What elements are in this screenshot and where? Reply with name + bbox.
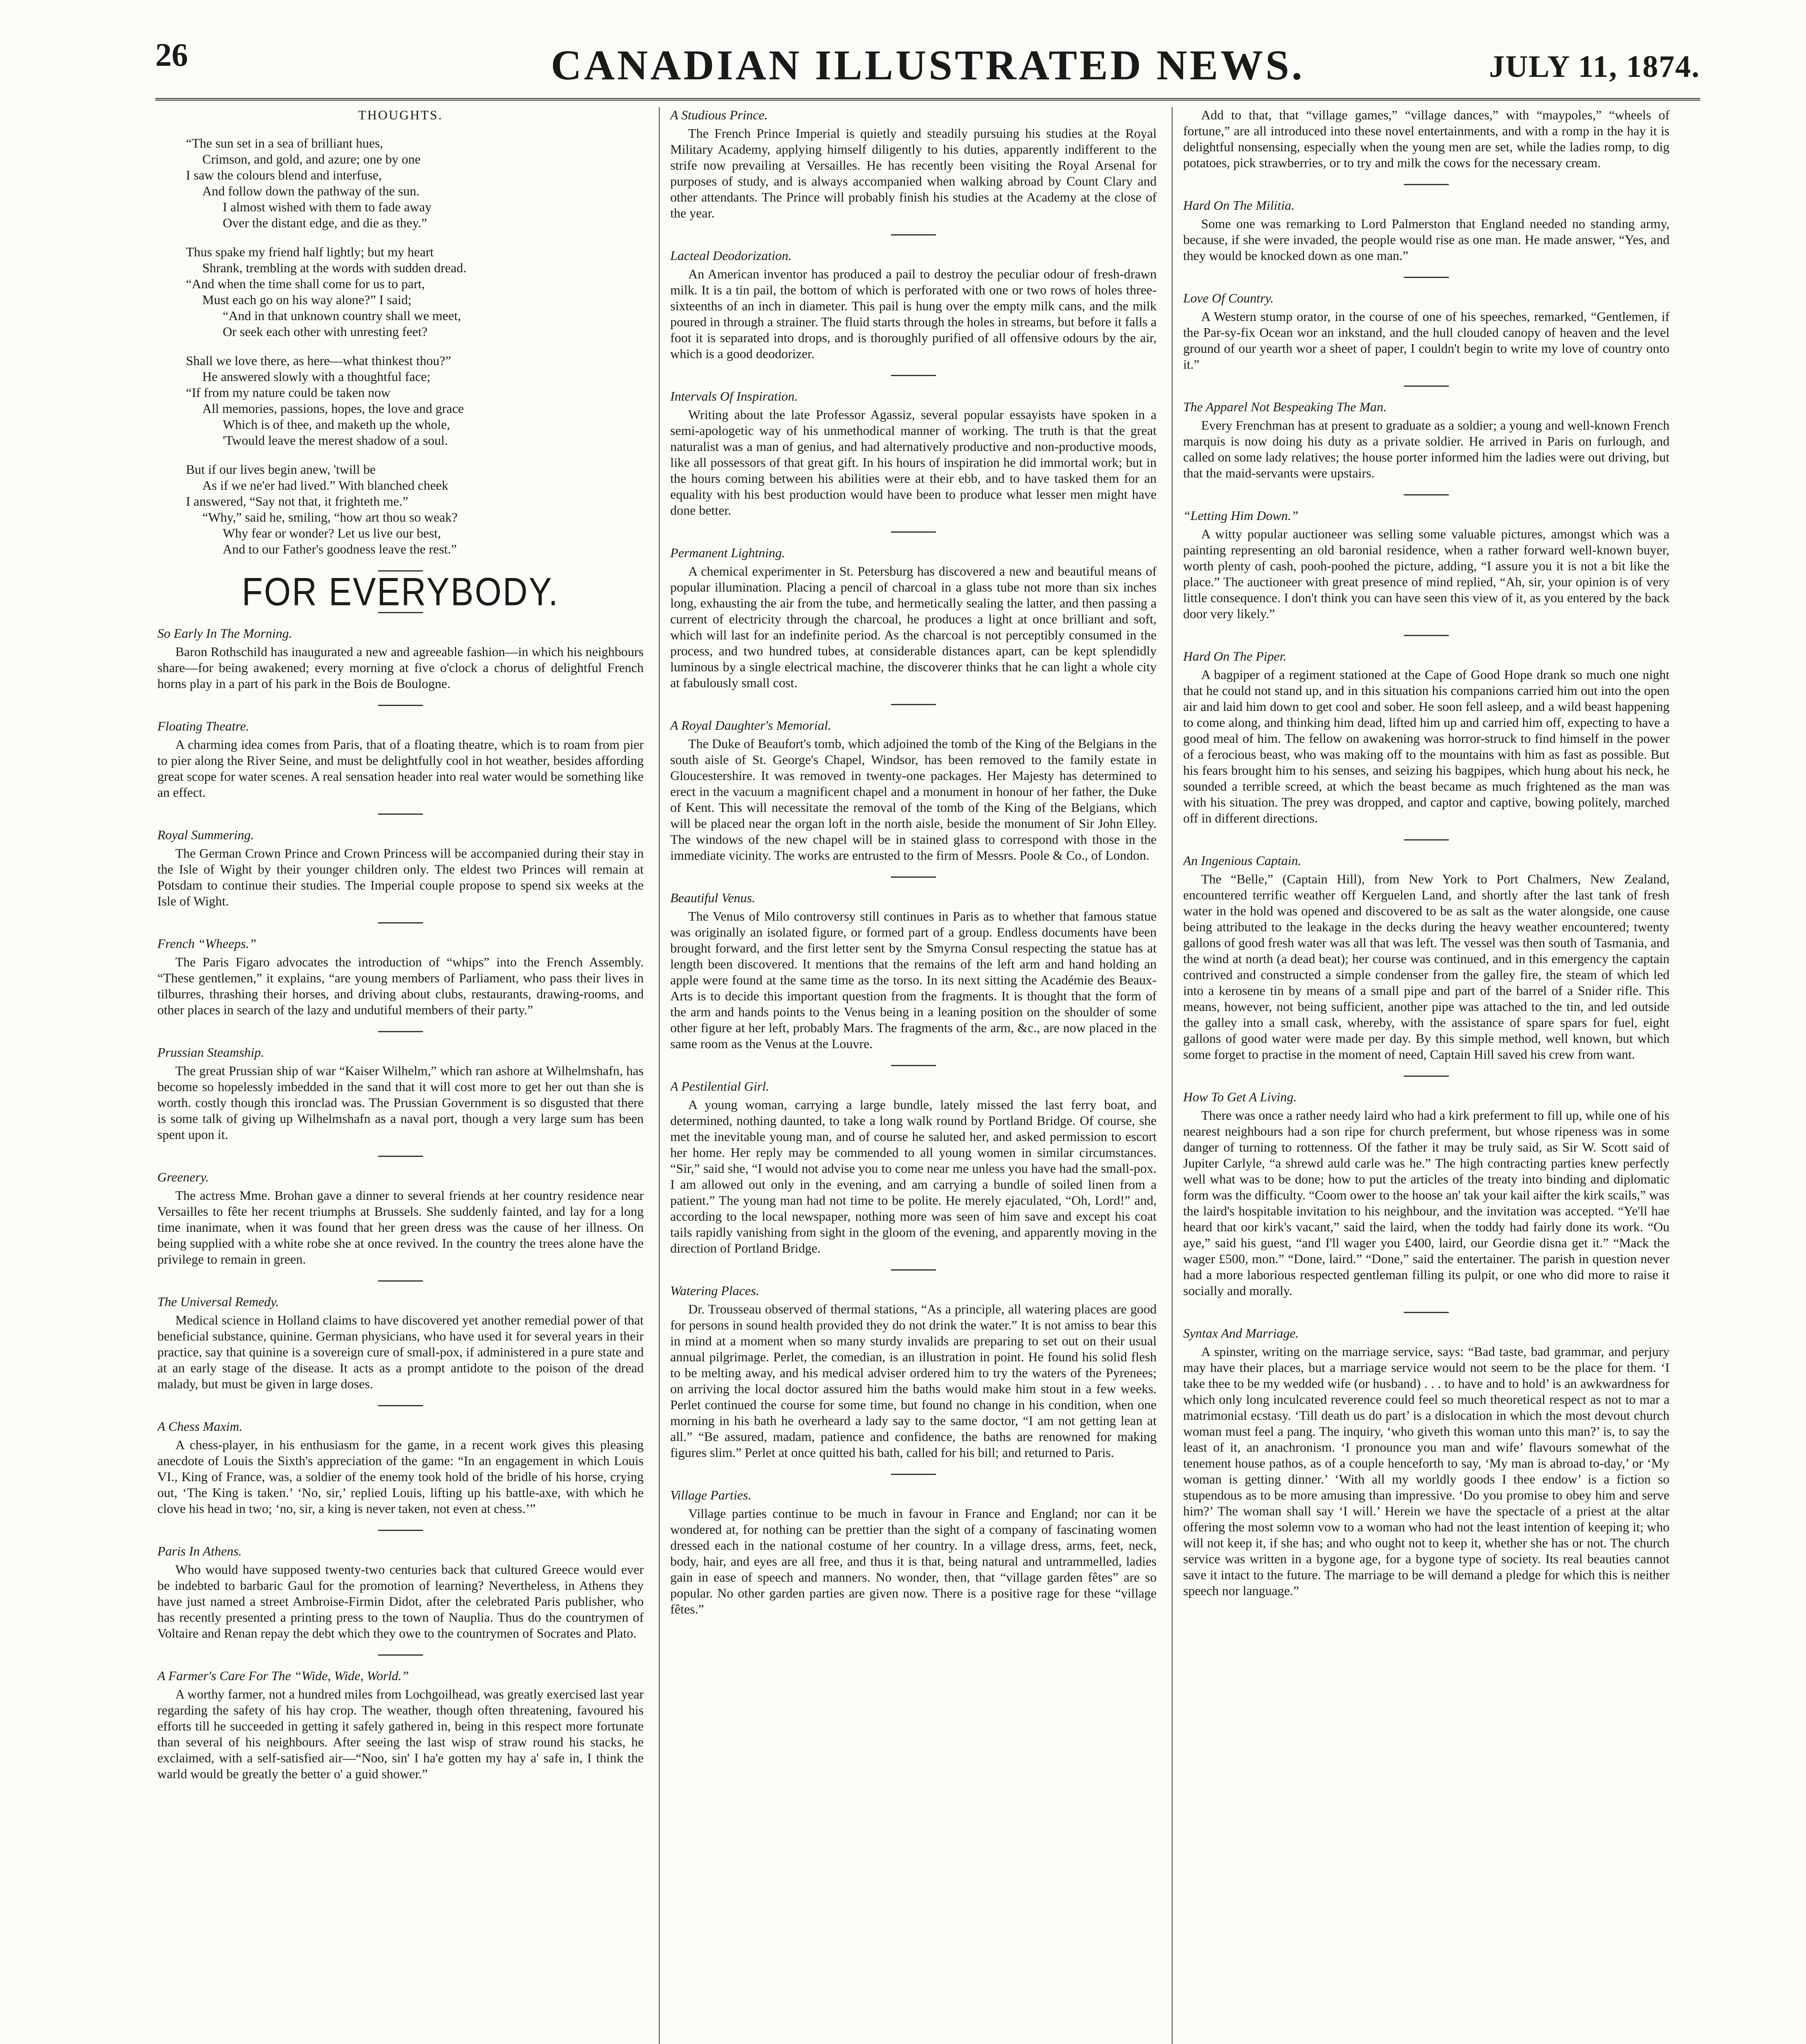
poem-body: [157, 135, 644, 557]
article-paragraph: A spinster, writing on the marriage service, says: “Bad taste, bad grammar, and perjury may have their places, but a marriage service would not seem to be the place for them. ‘I take thee to be my wedded wife (or husband) . . . to have and to hold’ is an awkwardness for which only long inculcated reverence could feel so much theoretical respect as not to mar a matrimonial ecstasy. ‘Till death us do part’ is a dislocation in which the most devout church woman must feel a pang. The inquiry, ‘who giveth this woman unto this man?’ is, to say the least of it, an anachronism. ‘I pronounce you man and wife’ flavours somewhat of the tenement house pathos, as of a couple henceforth to say, ‘My man is abroad to-day,’ or ‘My woman is getting dinner.’ ‘With all my worldly goods I thee endow’ is a fiction so stupendous as to be more amusing than impressive. ‘Do you promise to obey him and serve him?’ The woman shall say ‘I will.’ Herein we have the spectacle of a priest at the altar offering the most solemn vow to a woman who had not the least intention of keeping it; who will not keep it, if she has; and who ought not to keep it, whether she has or not. The church service was written in a bygone age, for a bygone type of society. Its real beauties cannot save it intact to the future. The marriage to be will demand a pledge for which this is neither speech nor language.”: [1183, 1344, 1669, 1598]
poem-line: Or seek each other with unresting feet?: [223, 324, 428, 339]
article-paragraph: The “Belle,” (Captain Hill), from New York to Port Chalmers, New Zealand, encountered terrific weather off Kerguelen Land, and shortly after the last tank of fresh water in the hold was opened and discovered to be as salt as the water alongside, one cause being attributed to the leakage in the decks during the heavy weather encountered; twenty gallons of good fresh water was all that was left. The vessel was then south of Tasmania, and the wind at north (a dead beat); her course was continued, and in this emergency the captain contrived and constructed a simple condenser from the galley fire, the steam of which led into a kerosene tin by means of a small pipe and part of the barrel of a Snider rifle. This means, however, not being sufficient, another pipe was attached to the tin, and led outside the galley into a small cask, whereby, with the assistance of spare spars for fuel, eight gallons of good water were made per day. By this simple method, well known, but which some forget to practise in the moment of need, Captain Hill saved his crew from want.: [1183, 872, 1669, 1062]
article: [1183, 399, 1669, 481]
separator: [378, 1654, 423, 1656]
separator: [378, 1530, 423, 1531]
poem-line: I saw the colours blend and interfuse,: [186, 168, 382, 182]
article-body: [670, 407, 1157, 518]
poem-line: All memories, passions, hopes, the love and grace: [202, 401, 464, 416]
article-title: Permanent Lightning.: [670, 545, 785, 560]
poem-line: 'Twould leave the merest shadow of a soul.: [223, 433, 448, 448]
article: [1183, 853, 1669, 1062]
article: [1183, 648, 1669, 826]
article: [1183, 1325, 1669, 1599]
article-body: [670, 563, 1157, 691]
article-title: An Ingenious Captain.: [1183, 853, 1301, 868]
poem-line: Must each go on his way alone?” I said;: [202, 292, 412, 307]
article-title: Watering Places.: [670, 1283, 759, 1298]
separator: [891, 1065, 936, 1066]
article: [157, 1169, 644, 1267]
article-paragraph: A worthy farmer, not a hundred miles from Lochgoilhead, was greatly exercised last year regarding the safety of his hay crop. The weather, though often threatening, favoured his efforts till he succeeded in getting it safely gathered in, being in this respect more fortunate than several of his neighbours. After seeing the last wisp of straw round his stacks, he exclaimed, with a self-satisfied air—“Noo, sin' I ha'e gotten my hay a' safe in, I think the warld would be greatly the better o' a guid shower.”: [157, 1687, 644, 1781]
separator: [891, 234, 936, 235]
poem-stanza: [186, 353, 644, 448]
article-title: Syntax And Marriage.: [1183, 1326, 1299, 1340]
article-title: The Apparel Not Bespeaking The Man.: [1183, 399, 1387, 414]
separator: [891, 876, 936, 878]
poem-line: Over the distant edge, and die as they.”: [223, 215, 427, 230]
article-title: A Farmer's Care For The “Wide, Wide, World.”: [157, 1668, 409, 1683]
poem-line: “The sun set in a sea of brilliant hues,: [186, 136, 383, 150]
article-body: [1183, 871, 1669, 1062]
article: [670, 107, 1157, 221]
article-title: Royal Summering.: [157, 827, 254, 842]
article-paragraph: Baron Rothschild has inaugurated a new and agreeable fashion—in which his neighbours share—for being awakened; every morning at five o'clock a chorus of delightful French horns play in a part of his park in the Bois de Boulogne.: [157, 644, 644, 691]
separator: [1404, 184, 1449, 185]
article-body: [670, 126, 1157, 221]
separator: [1404, 385, 1449, 387]
poem-line: “And in that unknown country shall we meet,: [223, 308, 461, 323]
article-paragraph: An American inventor has produced a pail to destroy the peculiar odour of fresh-drawn milk. It is a tin pail, the bottom of which is perforated with one or two rows of holes three-sixteenths of an inch in diameter. This pail is hung over the empty milk cans, and the milk poured in through a strainer. The fluid starts through the holes in streams, but before it falls a foot it is separated into drops, and is thoroughly purified of all offensive odours by the air, which is a good deodorizer.: [670, 267, 1157, 361]
poem-line: Shall we love there, as here—what thinkest thou?”: [186, 353, 451, 368]
article-paragraph: Medical science in Holland claims to have discovered yet another remedial power of that beneficial substance, quinine. German physicians, who have used it for several years in their practice, say that quinine is a sovereign cure of small-pox, if administered in a pure state and at an early stage of the disease. It acts as a prompt antidote to the poison of the dread malady, but must be given in large doses.: [157, 1313, 644, 1391]
article-body: [157, 1312, 644, 1392]
article-paragraph: A chemical experimenter in St. Petersburg has discovered a new and beautiful means of popular illumination. Placing a pencil of charcoal in a glass tube not more than six inches long, exhausting the air from the tube, and hermetically sealing the latter, and then passing a current of electricity through the charcoal, he produces a light at once brilliant and soft, which will last for an indefinite period. As the charcoal is not perceptibly consumed in the process, and two hundred tubes, at considerable distances apart, can be kept splendidly luminous by a single electrical machine, the discoverer thinks that he can light a whole city at fabulously small cost.: [670, 564, 1157, 690]
article: [157, 1543, 644, 1641]
article-title: “Letting Him Down.”: [1183, 508, 1298, 523]
article-title: Paris In Athens.: [157, 1544, 242, 1558]
article: [1183, 1089, 1669, 1299]
article: [157, 936, 644, 1018]
article-title: Lacteal Deodorization.: [670, 248, 792, 263]
poem-line: And follow down the pathway of the sun.: [202, 184, 420, 198]
article-paragraph: A Western stump orator, in the course of one of his speeches, remarked, “Gentlemen, if the Par-sy-fix Ocean wor an inkstand, and the hull clouded canopy of heaven and the level ground of our yearth wor a sheet of paper, I couldn't begin to write my love of country onto it.”: [1183, 309, 1669, 372]
separator: [891, 1269, 936, 1271]
article-body: [1183, 526, 1669, 622]
article-title: Hard On The Militia.: [1183, 198, 1295, 213]
article-paragraph: A bagpiper of a regiment stationed at the Cape of Good Hope drank so much one night that he could not stand up, and in this situation his companions carried him out into the open air and laid him down to get cool and sober. He soon fell asleep, and a wild beast happening to come along, and thinking him dead, lifted him up and carried him off, expecting to have a good meal of him. The fellow on awakening was horror-struck to find himself in the power of a ferocious beast, who was making off to the mountains with him as fast as possible. But his fears brought him to his senses, and seizing his bagpipes, which hung about his neck, he sounded a terrible screed, at which the beast became as much frightened as the man was with his situation. The prey was dropped, and captor and captive, bowing politely, marched off in different directions.: [1183, 667, 1669, 825]
article-body: [157, 1562, 644, 1641]
article-title: How To Get A Living.: [1183, 1089, 1297, 1104]
article-title: Floating Theatre.: [157, 719, 249, 733]
poem-stanza: [186, 244, 644, 340]
masthead: CANADIAN ILLUSTRATED NEWS.: [551, 42, 1305, 89]
article-paragraph: Add to that, that “village games,” “village dances,” with “maypoles,” “wheels of fortune,” are all introduced into these novel entertainments, and with a romp in the hay it is delightful nonsensing, especially when the young men are set, while the ladies romp, to dig potatoes, pick strawberries, or to try and milk the cows for the necessary cream.: [1183, 108, 1669, 170]
article-body: [157, 644, 644, 692]
article-body: [1183, 667, 1669, 826]
poem-line: Why fear or wonder? Let us live our best,: [223, 526, 441, 540]
article-body: [1183, 216, 1669, 264]
article: [1183, 197, 1669, 264]
article-paragraph: The German Crown Prince and Crown Princess will be accompanied during their stay in the Isle of Wight by their younger children only. The eldest two Princes will remain at Potsdam to continue their studies. The Imperial couple propose to spend six weeks at the Isle of Wight.: [157, 846, 644, 908]
article-paragraph: The Paris Figaro advocates the introduction of “whips” into the French Assembly. “These gentlemen,” it explains, “are young members of Parliament, who pass their lives in tilburres, thrashing their horses, and driving about clubs, restaurants, drawing-rooms, and other places in search of the lazy and undutiful members of their party.”: [157, 955, 644, 1017]
column-3-articles: [1183, 107, 1669, 1599]
section-heading: FOR EVERYBODY.: [242, 569, 559, 614]
separator: [1404, 277, 1449, 278]
article: [157, 1294, 644, 1392]
column-1-articles: [157, 625, 644, 1782]
article-body: [1183, 417, 1669, 481]
separator: [1404, 494, 1449, 495]
article: [157, 1044, 644, 1143]
page-number: 26: [155, 37, 188, 73]
issue-date: JULY 11, 1874.: [1489, 49, 1700, 84]
article: [670, 545, 1157, 691]
header-rule: [155, 98, 1700, 101]
separator: [378, 1031, 423, 1032]
poem-line: Thus spake my friend half lightly; but my heart: [186, 244, 434, 259]
article-body: [670, 1506, 1157, 1617]
article-body: [157, 737, 644, 800]
article-title: Prussian Steamship.: [157, 1045, 264, 1060]
page-header: [155, 29, 1700, 102]
article-title: A Chess Maxim.: [157, 1419, 243, 1434]
article-title: A Royal Daughter's Memorial.: [670, 718, 831, 733]
separator: [378, 1156, 423, 1157]
article-title: Hard On The Piper.: [1183, 649, 1287, 663]
article-paragraph: Village parties continue to be much in favour in France and England; nor can it be wondered at, for nothing can be prettier than the sight of a company of fascinating women dressed each in the national costume of her country. In a village dress, arms, feet, neck, body, hair, and eyes are all free, and thus it is that, being natural and untrammelled, ladies gain in ease of speech and manners. No wonder, then, that “village garden fêtes” are so popular. No other garden parties are given now. There is a positive rage for these “village fêtes.”: [670, 1506, 1157, 1616]
poem-line: “If from my nature could be taken now: [186, 385, 391, 400]
article-title: Intervals Of Inspiration.: [670, 389, 798, 403]
column-3: [1183, 107, 1669, 2044]
article-paragraph: Writing about the late Professor Agassiz, several popular essayists have spoken in a semi-apologetic way of his unmethodical manner of working. The truth is that the great naturalist was a man of genius, and had alternatively productive and non-productive moods, like all possessors of that great gift. In his hours of inspiration he did immortal work; but in the hours coming between his abilities were at their ebb, and to have tasked them for an equality with his best production would have been to produce what lesser men might have done better.: [670, 407, 1157, 518]
article: [670, 388, 1157, 518]
article-title: French “Wheeps.”: [157, 936, 257, 951]
poem-line: He answered slowly with a thoughtful face;: [202, 369, 431, 384]
poem-line: “And when the time shall come for us to part,: [186, 276, 425, 291]
poem-stanza: [186, 462, 644, 557]
article-paragraph: The French Prince Imperial is quietly and steadily pursuing his studies at the Royal Military Academy, applying himself diligently to his duties, apparently indifferent to the strife now prevailing at Versailles. He has recently been visiting the Royal Arsenal for purposes of study, and is always accompanied when walking abroad by Count Clary and other attendants. The Prince will probably finish his studies at the Academy at the close of the year.: [670, 126, 1157, 220]
article-body: [157, 1686, 644, 1782]
poem-line: I almost wished with them to fade away: [223, 199, 432, 214]
article-title: A Studious Prince.: [670, 108, 768, 122]
article-body: [157, 845, 644, 909]
article: [670, 1078, 1157, 1256]
article-title: Greenery.: [157, 1170, 209, 1184]
article-body: [1183, 1344, 1669, 1599]
column-2: [670, 107, 1157, 2044]
article: [1183, 290, 1669, 372]
article: [670, 248, 1157, 362]
article-body: [1183, 107, 1669, 171]
column-divider: [1172, 107, 1173, 2044]
separator: [1404, 839, 1449, 840]
article: [670, 890, 1157, 1052]
article-paragraph: Who would have supposed twenty-two centuries back that cultured Greece would ever be indebted to barbaric Gaul for the promotion of learning? Nevertheless, in Athens they have just named a street Ambroise-Firmin Didot, after the celebrated Paris publisher, who has recently presented a printing press to the town of Nauplia. Thus do the countrymen of Voltaire and Renan repay the debt which they owe to the countrymen of Socrates and Plato.: [157, 1562, 644, 1641]
article-body: [157, 954, 644, 1018]
article-title: So Early In The Morning.: [157, 626, 292, 641]
article-title: Village Parties.: [670, 1488, 752, 1502]
article-paragraph: The actress Mme. Brohan gave a dinner to several friends at her country residence near Versailles to fête her recent triumphs at Brussels. She suddenly fainted, and lay for a long time inanimate, when it was found that her green dress was the cause of her illness. On being supplied with a white robe she at once revived. In the country the trees alone have the privilege to remain in green.: [157, 1188, 644, 1266]
article-title: A Pestilential Girl.: [670, 1079, 770, 1094]
article-paragraph: The great Prussian ship of war “Kaiser Wilhelm,” which ran ashore at Wilhelmshafn, has become so hopelessly imbedded in the sand that it will cost more to get her out than she is worth. costly though this ironclad was. The Prussian Government is so disgusted that there is some talk of giving up Wilhelmshafn as a naval port, though a very large sum has been spent upon it.: [157, 1063, 644, 1142]
article: [157, 1419, 644, 1517]
article: [157, 625, 644, 692]
separator: [1404, 1312, 1449, 1313]
article-title: Love Of Country.: [1183, 291, 1274, 305]
separator: [1404, 635, 1449, 636]
separator: [378, 814, 423, 815]
article: [670, 1283, 1157, 1461]
article-paragraph: The Duke of Beaufort's tomb, which adjoined the tomb of the King of the Belgians in the south aisle of St. George's Chapel, Windsor, has been removed to the family estate in Gloucestershire. It was removed in twenty-one packages. Her Majesty has determined to erect in the vacuum a magnificent chapel and a monument in honour of her father, the Duke of Kent. This will necessitate the removal of the tomb of the King of the Belgians, which will be placed near the organ loft in the north aisle, beside the monument of Sir John Elley. The windows of the new chapel will be in stained glass to correspond with those in the immediate vicinity. The works are entrusted to the firm of Messrs. Poole & Co., of London.: [670, 736, 1157, 863]
poem-line: But if our lives begin anew, 'twill be: [186, 462, 376, 477]
poem: [157, 107, 644, 557]
article: [1183, 508, 1669, 622]
poem-title: THOUGHTS.: [358, 108, 443, 122]
column-divider: [659, 107, 660, 2044]
article-title: The Universal Remedy.: [157, 1294, 279, 1309]
article-body: [1183, 309, 1669, 372]
article-body: [670, 736, 1157, 863]
separator: [378, 1280, 423, 1282]
article-body: [1183, 1107, 1669, 1299]
article: [157, 1668, 644, 1782]
article-body: [670, 1097, 1157, 1256]
article-body: [670, 1301, 1157, 1461]
article-paragraph: Dr. Trousseau observed of thermal stations, “As a principle, all watering places are good for persons in sound health provided they do not drink the water.” It is not amiss to bear this in mind at a moment when so many sturdy invalids are preparing to set out on their usual annual pilgrimage. Perlet, the comedian, is an illustration in point. He found his solid flesh to be melting away, and his medical adviser ordered him to try the waters of the Pyrenees; on arriving the local doctor assured him the baths would make him stout in a few weeks. Perlet continued the course for some time, but found no change in his condition, when one morning in his bath he overheard a lady say to the same doctor, “I am not getting lean at all.” “Be assured, madam, patience and confidence, the baths are renowned for making figures slim.” Perlet at once quitted his bath, called for his bill; and returned to Paris.: [670, 1302, 1157, 1460]
article: [670, 717, 1157, 863]
article-body: [157, 1188, 644, 1267]
poem-line: I answered, “Say not that, it frighteth me.”: [186, 494, 408, 509]
article-paragraph: There was once a rather needy laird who had a kirk preferment to fill up, while one of his nearest neighbours had a son ripe for church preferment, but whose ripeness was in some danger of turning to rottenness. Of the father it may be truly said, as Sir W. Scott said of Jupiter Carlyle, “a shrewd auld carle was he.” The high contracting parties knew perfectly well what was to be done; how to put the articles of the treaty into binding and diplomatic form was the difficulty. “Coom ower to the hoose an' tak your kail aifter the kirk scails,” was the laird's hospitable invitation to his neighbour, and the invitation was accepted. “Ye'll hae heard that oor kirk's vacant,” said the laird, when the toddy had fairly done its work. “Ou aye,” said his guest, “and I'll wager you £400, laird, our Geordie disna get it.” “Mack the wager £500, mon.” “Done, laird.” “Done,” said the entertainer. The parish in question never had a more laborious respected gentleman filling its pulpit, or one who did more to raise it socially and morally.: [1183, 1108, 1669, 1298]
article-body: [670, 908, 1157, 1052]
column-1: [157, 107, 644, 2044]
article-paragraph: The Venus of Milo controversy still continues in Paris as to whether that famous statue was originally an isolated figure, or formed part of a group. Endless documents have been brought forward, and the first letter sent by the Smyrna Consul respecting the statue has at length been discovered. It mentions that the remains of the left arm and hand holding an apple were found at the same time as the torso. In its next sitting the Académie des Beaux-Arts is to decide this important question from the fragments. It is thought that the form of the arm and hands points to the Venus being in a leaning position on the shoulder of some other figure at her left, probably Mars. The fragments of the arm, &c., are now placed in the same room as the Venus at the Louvre.: [670, 909, 1157, 1051]
poem-line: And to our Father's goodness leave the rest.”: [223, 542, 457, 556]
poem-line: As if we ne'er had lived.” With blanched cheek: [202, 478, 448, 493]
separator: [378, 705, 423, 706]
poem-line: Shrank, trembling at the words with sudden dread.: [202, 260, 467, 275]
article: [157, 718, 644, 800]
separator: [378, 1405, 423, 1406]
article-body: [670, 266, 1157, 362]
poem-line: Which is of thee, and maketh up the whole,: [223, 417, 450, 432]
article-paragraph: A chess-player, in his enthusiasm for the game, in a recent work gives this pleasing anecdote of Louis the Sixth's appreciation of the game: “In an engagement in which Louis VI., King of France, was, a soldier of the enemy took hold of the bridle of his horse, crying out, ‘The King is taken.’ ‘No, sir,’ replied Louis, lifting up his battle-axe, with which he clove his head in two; ‘no, sir, a king is never taken, not even at chess.’”: [157, 1437, 644, 1516]
article-body: [157, 1437, 644, 1517]
separator: [1404, 1076, 1449, 1077]
poem-line: Crimson, and gold, and azure; one by one: [202, 152, 421, 166]
article-paragraph: A charming idea comes from Paris, that of a floating theatre, which is to roam from pier to pier along the River Seine, and must be delightfully cool in hot weather, besides affording great scope for water scenes. A real sensation header into real water would be something like an effect.: [157, 737, 644, 800]
poem-line: “Why,” said he, smiling, “how art thou so weak?: [202, 510, 458, 524]
article-body: [157, 1063, 644, 1143]
article-paragraph: Every Frenchman has at present to graduate as a soldier; a young and well-known French marquis is now doing his duty as a private soldier. He arrived in Paris on furlough, and called on some lady relatives; the house porter informed him the ladies were out driving, but that the maid-servants were upstairs.: [1183, 418, 1669, 480]
column-2-articles: [670, 107, 1157, 1617]
separator: [891, 531, 936, 533]
article: [157, 827, 644, 909]
separator: [891, 704, 936, 705]
article-paragraph: A witty popular auctioneer was selling some valuable pictures, amongst which was a painting representing an old baronial residence, when a rather forward well-known buyer, worth plenty of cash, pooh-poohed the picture, adding, “I assure you it is not a bit like the place.” The auctioneer with great presence of mind replied, “Ah, sir, your opinion is of very little consequence. I don't think you can have seen this view of it, as you entered by the back door very likely.”: [1183, 527, 1669, 621]
article: [670, 1487, 1157, 1617]
article-paragraph: Some one was remarking to Lord Palmerston that England needed no standing army, because, if she were invaded, the people would rise as one man. He made answer, “Yes, and they would be knocked down as one man.”: [1183, 216, 1669, 263]
separator: [378, 922, 423, 923]
article-paragraph: A young woman, carrying a large bundle, lately missed the last ferry boat, and determined, nothing daunted, to take a long walk round by Portland Bridge. Of course, she met the inevitable young man, and of course he saluted her, and asked permission to escort her home. Her reply may be commended to all young women in similar circumstances. “Sir,” said she, “I would not advise you to come near me unless you have had the small-pox. I am allowed out only in the evening, and am carrying a bundle of soiled linen from a patient.” The young man had not time to be polite. He merely ejaculated, “Oh, Lord!” and, according to the local newspaper, nothing more was seen of him save and except his coat tails rapidly vanishing from sight in the gloom of the evening, and apparently moving in the direction of Portland Bridge.: [670, 1097, 1157, 1255]
separator: [891, 1474, 936, 1475]
article: [1183, 107, 1669, 171]
article-title: Beautiful Venus.: [670, 890, 755, 905]
poem-stanza: [186, 135, 644, 231]
separator: [891, 375, 936, 376]
